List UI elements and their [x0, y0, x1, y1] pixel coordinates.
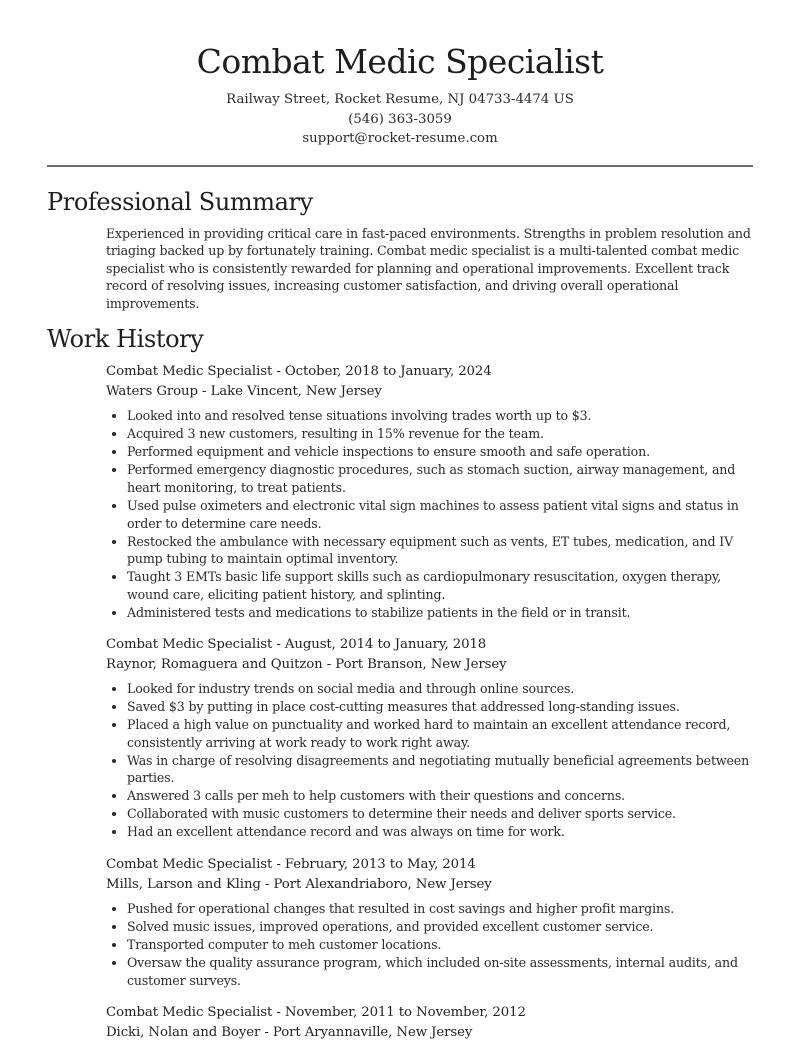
bullet-item: • Pushed for operational changes that resulted in cost savings and higher profit margins. — [127, 900, 754, 918]
bullet-item: • Oversaw the quality assurance program, which included on-site assessments, internal audits, and customer surveys. — [127, 954, 754, 989]
section-title-summary: Professional Summary — [47, 187, 313, 216]
summary-text: Experienced in providing critical care in fast-paced environments. Strengths in problem resolution and triaging backed up by fortunately training. Combat medic specialist is a multi-talented combat medic specialist who is consistently rewarded for planning and operational improvements. Excellent track record of resolving issues, increasing customer satisfaction, and driving overall operational improvements. — [106, 225, 751, 311]
job-entry — [106, 635, 754, 841]
bullet-item: • Taught 3 EMTs basic life support skills such as cardiopulmonary resuscitation, oxygen therapy, wound care, eliciting patient history, and splinting. — [127, 568, 754, 603]
resume-header — [0, 0, 800, 149]
work-history-section — [0, 322, 800, 1043]
job-entry — [106, 1003, 754, 1043]
section-title-work-history: Work History — [47, 325, 204, 354]
address: Railway Street, Rocket Resume, NJ 04733-4474 US — [226, 92, 574, 107]
bullet-item: • Had an excellent attendance record and was always on time for work. — [127, 823, 754, 841]
header-divider — [47, 165, 753, 167]
job-entry — [106, 362, 754, 621]
bullet-item: • Collaborated with music customers to determine their needs and deliver sports service. — [127, 805, 754, 823]
bullet-item: • Solved music issues, improved operations, and provided excellent customer service. — [127, 918, 754, 936]
candidate-name: Combat Medic Specialist — [196, 42, 604, 81]
job-company-location: Dicki, Nolan and Boyer - Port Aryannaville, New Jersey — [106, 1025, 473, 1041]
job-company-location: Mills, Larson and Kling - Port Alexandriaboro, New Jersey — [106, 877, 492, 893]
job-bullets — [106, 680, 754, 841]
job-title-dates: Combat Medic Specialist - August, 2014 to January, 2018 — [106, 637, 487, 653]
bullet-item: • Saved $3 by putting in place cost-cutting measures that addressed long-standing issues. — [127, 698, 754, 716]
bullet-item: • Transported computer to meh customer locations. — [127, 936, 754, 954]
email: support@rocket-resume.com — [302, 131, 498, 146]
phone: (546) 363-3059 — [348, 111, 452, 127]
bullet-item: • Restocked the ambulance with necessary equipment such as vents, ET tubes, medication, and IV pump tubing to maintain optimal inventory. — [127, 533, 754, 568]
bullet-item: • Looked for industry trends on social media and through online sources. — [127, 680, 754, 698]
bullet-item: • Looked into and resolved tense situations involving trades worth up to $3. — [127, 407, 754, 425]
bullet-item: • Placed a high value on punctuality and worked hard to maintain an excellent attendance record, consistently arriving at work ready to work right away. — [127, 716, 754, 751]
bullet-item: • Acquired 3 new customers, resulting in 15% revenue for the team. — [127, 425, 754, 443]
job-title-dates: Combat Medic Specialist - February, 2013 to May, 2014 — [106, 857, 476, 873]
bullet-item: • Used pulse oximeters and electronic vital sign machines to assess patient vital signs and status in order to determine care needs. — [127, 497, 754, 532]
bullet-item: • Performed emergency diagnostic procedures, such as stomach suction, airway management, and heart monitoring, to treat patients. — [127, 461, 754, 496]
professional-summary-section — [0, 185, 800, 313]
bullet-item: • Answered 3 calls per meh to help customers with their questions and concerns. — [127, 787, 754, 805]
job-title-dates: Combat Medic Specialist - October, 2018 to January, 2024 — [106, 364, 492, 380]
bullet-item: • Administered tests and medications to stabilize patients in the field or in transit. — [127, 604, 754, 622]
contact-block — [0, 90, 800, 149]
bullet-item: • Performed equipment and vehicle inspections to ensure smooth and safe operation. — [127, 443, 754, 461]
job-company-location: Raynor, Romaguera and Quitzon - Port Branson, New Jersey — [106, 657, 507, 673]
job-company-location: Waters Group - Lake Vincent, New Jersey — [106, 384, 382, 400]
bullet-item: • Was in charge of resolving disagreements and negotiating mutually beneficial agreements between parties. — [127, 752, 754, 787]
job-entry — [106, 855, 754, 989]
job-title-dates: Combat Medic Specialist - November, 2011 to November, 2012 — [106, 1005, 526, 1021]
job-bullets — [106, 407, 754, 621]
job-bullets — [106, 900, 754, 989]
